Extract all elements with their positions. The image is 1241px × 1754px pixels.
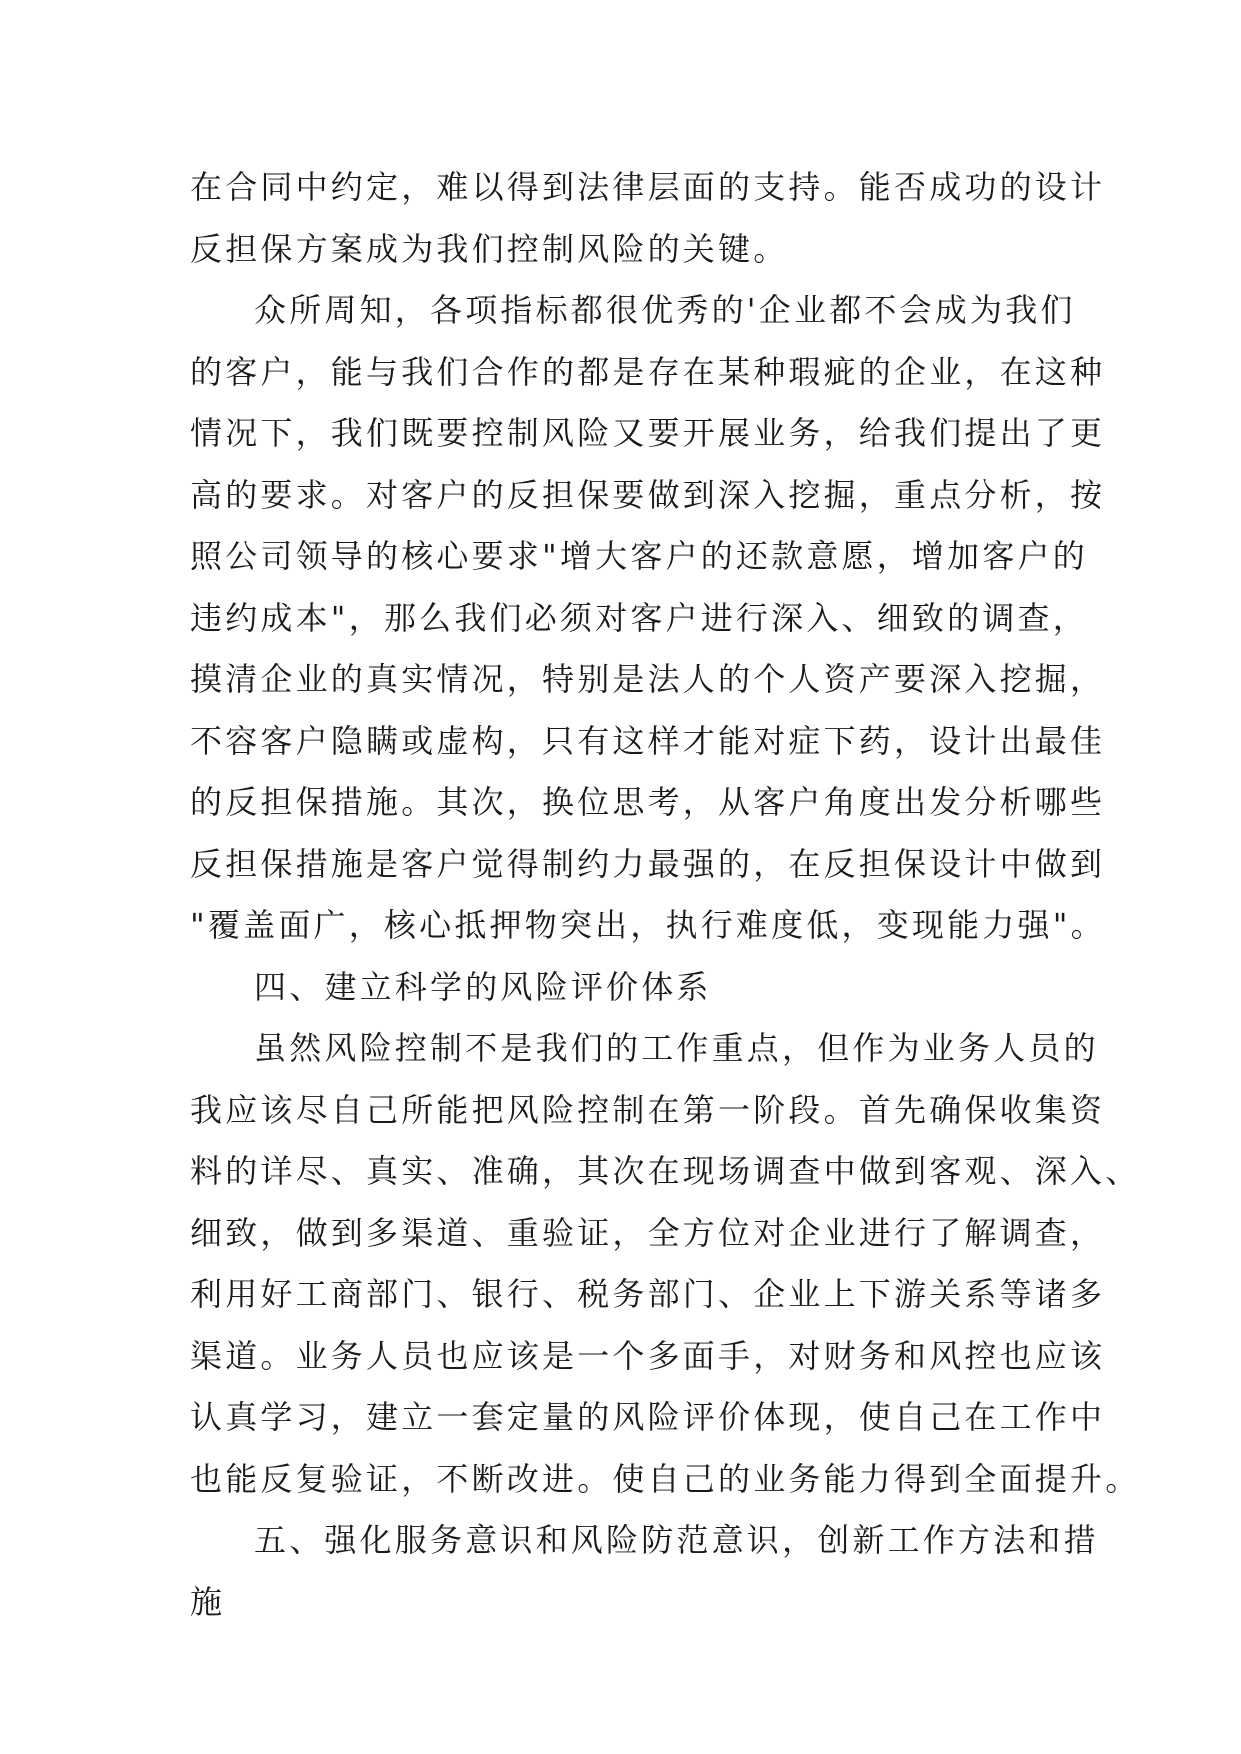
text-line: "覆盖面广，核心抵押物突出，执行难度低，变现能力强"。 (190, 906, 1106, 944)
text-line: 施 (190, 1582, 226, 1621)
text-line: 五、强化服务意识和风险防范意识，创新工作方法和措 (254, 1521, 1099, 1559)
text-line: 违约成本"，那么我们必须对客户进行深入、细致的调查， (190, 598, 1088, 637)
text-line: 在合同中约定，难以得到法律层面的支持。能否成功的设计 (190, 168, 1106, 206)
text-line: 照公司领导的核心要求"增大客户的还款意愿，增加客户的 (190, 537, 1088, 575)
text-line: 摸清企业的真实情况，特别是法人的个人资产要深入挖掘， (190, 660, 1106, 698)
text-line: 情况下，我们既要控制风险又要开展业务，给我们提出了更 (190, 414, 1106, 452)
text-line: 不容客户隐瞒或虚构，只有这样才能对症下药，设计出最佳 (190, 721, 1106, 760)
text-line: 反担保措施是客户觉得制约力最强的，在反担保设计中做到 (190, 844, 1106, 883)
text-line: 也能反复验证，不断改进。使自己的业务能力得到全面提升。 (190, 1459, 1141, 1498)
text-line: 我应该尽自己所能把风险控制在第一阶段。首先确保收集资 (190, 1090, 1106, 1129)
text-line: 虽然风险控制不是我们的工作重点，但作为业务人员的 (254, 1029, 1099, 1067)
text-line: 的客户，能与我们合作的都是存在某种瑕疵的企业，在这种 (190, 352, 1106, 391)
text-line: 高的要求。对客户的反担保要做到深入挖掘，重点分析，按 (190, 475, 1106, 514)
text-line: 四、建立科学的风险评价体系 (254, 967, 712, 1006)
document-body (190, 157, 1141, 1633)
text-line: 的反担保措施。其次，换位思考，从客户角度出发分析哪些 (190, 783, 1106, 821)
text-line: 反担保方案成为我们控制风险的关键。 (190, 229, 789, 268)
text-line: 认真学习，建立一套定量的风险评价体现，使自己在工作中 (190, 1398, 1106, 1436)
text-line: 众所周知，各项指标都很优秀的'企业都不会成为我们 (254, 291, 1076, 329)
text-line: 细致，做到多渠道、重验证，全方位对企业进行了解调查， (190, 1213, 1106, 1252)
text-line: 料的详尽、真实、准确，其次在现场调查中做到客观、深入、 (190, 1152, 1141, 1190)
text-line: 利用好工商部门、银行、税务部门、企业上下游关系等诸多 (190, 1275, 1106, 1313)
text-line: 渠道。业务人员也应该是一个多面手，对财务和风控也应该 (190, 1336, 1106, 1375)
